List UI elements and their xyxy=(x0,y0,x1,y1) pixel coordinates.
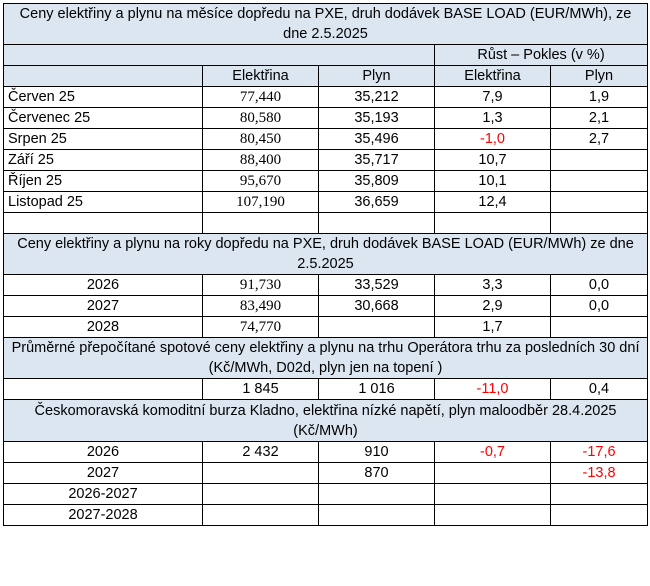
gas-change: 2,7 xyxy=(551,129,648,150)
electricity-change: 10,1 xyxy=(435,171,551,192)
electricity-price: 107,190 xyxy=(203,192,319,213)
gas-price: 35,212 xyxy=(319,87,435,108)
price-table xyxy=(3,3,648,526)
gas-change xyxy=(551,171,648,192)
table-row xyxy=(4,87,648,108)
gas-change xyxy=(551,505,648,526)
gas-price xyxy=(319,484,435,505)
electricity-change: 1,3 xyxy=(435,108,551,129)
electricity-change: -11,0 xyxy=(435,379,551,400)
gas-change: 0,0 xyxy=(551,296,648,317)
electricity-change: -0,7 xyxy=(435,442,551,463)
electricity-change: 12,4 xyxy=(435,192,551,213)
gas-change xyxy=(551,484,648,505)
table-row xyxy=(4,275,648,296)
row-label: Listopad 25 xyxy=(4,192,203,213)
gas-change xyxy=(551,317,648,338)
gas-price: 1 016 xyxy=(319,379,435,400)
electricity-price: 77,440 xyxy=(203,87,319,108)
electricity-change: 1,7 xyxy=(435,317,551,338)
row-label: Červenec 25 xyxy=(4,108,203,129)
electricity-price xyxy=(203,463,319,484)
electricity-change xyxy=(435,505,551,526)
gas-change: -17,6 xyxy=(551,442,648,463)
gas-price: 910 xyxy=(319,442,435,463)
row-label: Září 25 xyxy=(4,150,203,171)
table-row xyxy=(4,108,648,129)
row-label xyxy=(4,379,203,400)
gas-change: 2,1 xyxy=(551,108,648,129)
electricity-price: 74,770 xyxy=(203,317,319,338)
gas-price: 35,496 xyxy=(319,129,435,150)
monthly-title: Ceny elektřiny a plynu na měsíce dopředu na PXE, druh dodávek BASE LOAD (EUR/MWh), ze dne 2.5.2025 xyxy=(4,4,648,45)
blank-header-cell xyxy=(4,45,435,66)
electricity-change: 7,9 xyxy=(435,87,551,108)
col-electricity: Elektřina xyxy=(203,66,319,87)
gas-change: 1,9 xyxy=(551,87,648,108)
row-label: 2026 xyxy=(4,442,203,463)
table-row xyxy=(4,442,648,463)
table-row xyxy=(4,296,648,317)
gas-price: 35,193 xyxy=(319,108,435,129)
gas-price xyxy=(319,317,435,338)
gas-price xyxy=(319,505,435,526)
gas-change: -13,8 xyxy=(551,463,648,484)
table-row xyxy=(4,505,648,526)
table-row xyxy=(4,150,648,171)
gas-price: 870 xyxy=(319,463,435,484)
gas-price: 33,529 xyxy=(319,275,435,296)
gas-price: 36,659 xyxy=(319,192,435,213)
gas-price: 35,809 xyxy=(319,171,435,192)
change-header: Růst – Pokles (v %) xyxy=(435,45,648,66)
row-label: 2027 xyxy=(4,296,203,317)
electricity-price: 91,730 xyxy=(203,275,319,296)
table-row xyxy=(4,317,648,338)
electricity-price: 80,580 xyxy=(203,108,319,129)
gas-change xyxy=(551,192,648,213)
row-label: Srpen 25 xyxy=(4,129,203,150)
electricity-price: 80,450 xyxy=(203,129,319,150)
row-label: 2026-2027 xyxy=(4,484,203,505)
electricity-price: 1 845 xyxy=(203,379,319,400)
electricity-change: 2,9 xyxy=(435,296,551,317)
table-row xyxy=(4,192,648,213)
table-row xyxy=(4,129,648,150)
row-label: 2026 xyxy=(4,275,203,296)
gas-price: 30,668 xyxy=(319,296,435,317)
gas-price: 35,717 xyxy=(319,150,435,171)
col-gas: Plyn xyxy=(319,66,435,87)
electricity-price xyxy=(203,505,319,526)
gas-change: 0,4 xyxy=(551,379,648,400)
row-label: 2027-2028 xyxy=(4,505,203,526)
gas-change: 0,0 xyxy=(551,275,648,296)
col-change-electricity: Elektřina xyxy=(435,66,551,87)
electricity-change xyxy=(435,463,551,484)
row-label: Červen 25 xyxy=(4,87,203,108)
blank-corner-cell xyxy=(4,66,203,87)
kladno-title: Českomoravská komoditní burza Kladno, elektřina nízké napětí, plyn maloodběr 28.4.2025 (Kč/MWh) xyxy=(4,400,648,442)
table-row xyxy=(4,171,648,192)
electricity-change: 3,3 xyxy=(435,275,551,296)
table-row xyxy=(4,463,648,484)
electricity-price: 83,490 xyxy=(203,296,319,317)
electricity-price: 88,400 xyxy=(203,150,319,171)
table-row xyxy=(4,379,648,400)
row-label: 2027 xyxy=(4,463,203,484)
spacer-row xyxy=(4,213,648,234)
row-label: Říjen 25 xyxy=(4,171,203,192)
electricity-change xyxy=(435,484,551,505)
table-row xyxy=(4,484,648,505)
row-label: 2028 xyxy=(4,317,203,338)
electricity-price: 95,670 xyxy=(203,171,319,192)
yearly-title: Ceny elektřiny a plynu na roky dopředu na PXE, druh dodávek BASE LOAD (EUR/MWh) ze dne 2.5.2025 xyxy=(4,234,648,275)
spot-title: Průměrné přepočítané spotové ceny elektřiny a plynu na trhu Operátora trhu za posledních 30 dní (Kč/MWh, D02d, plyn jen na topení ) xyxy=(4,338,648,379)
gas-change xyxy=(551,150,648,171)
electricity-price: 2 432 xyxy=(203,442,319,463)
electricity-change: 10,7 xyxy=(435,150,551,171)
col-change-gas: Plyn xyxy=(551,66,648,87)
electricity-change: -1,0 xyxy=(435,129,551,150)
electricity-price xyxy=(203,484,319,505)
